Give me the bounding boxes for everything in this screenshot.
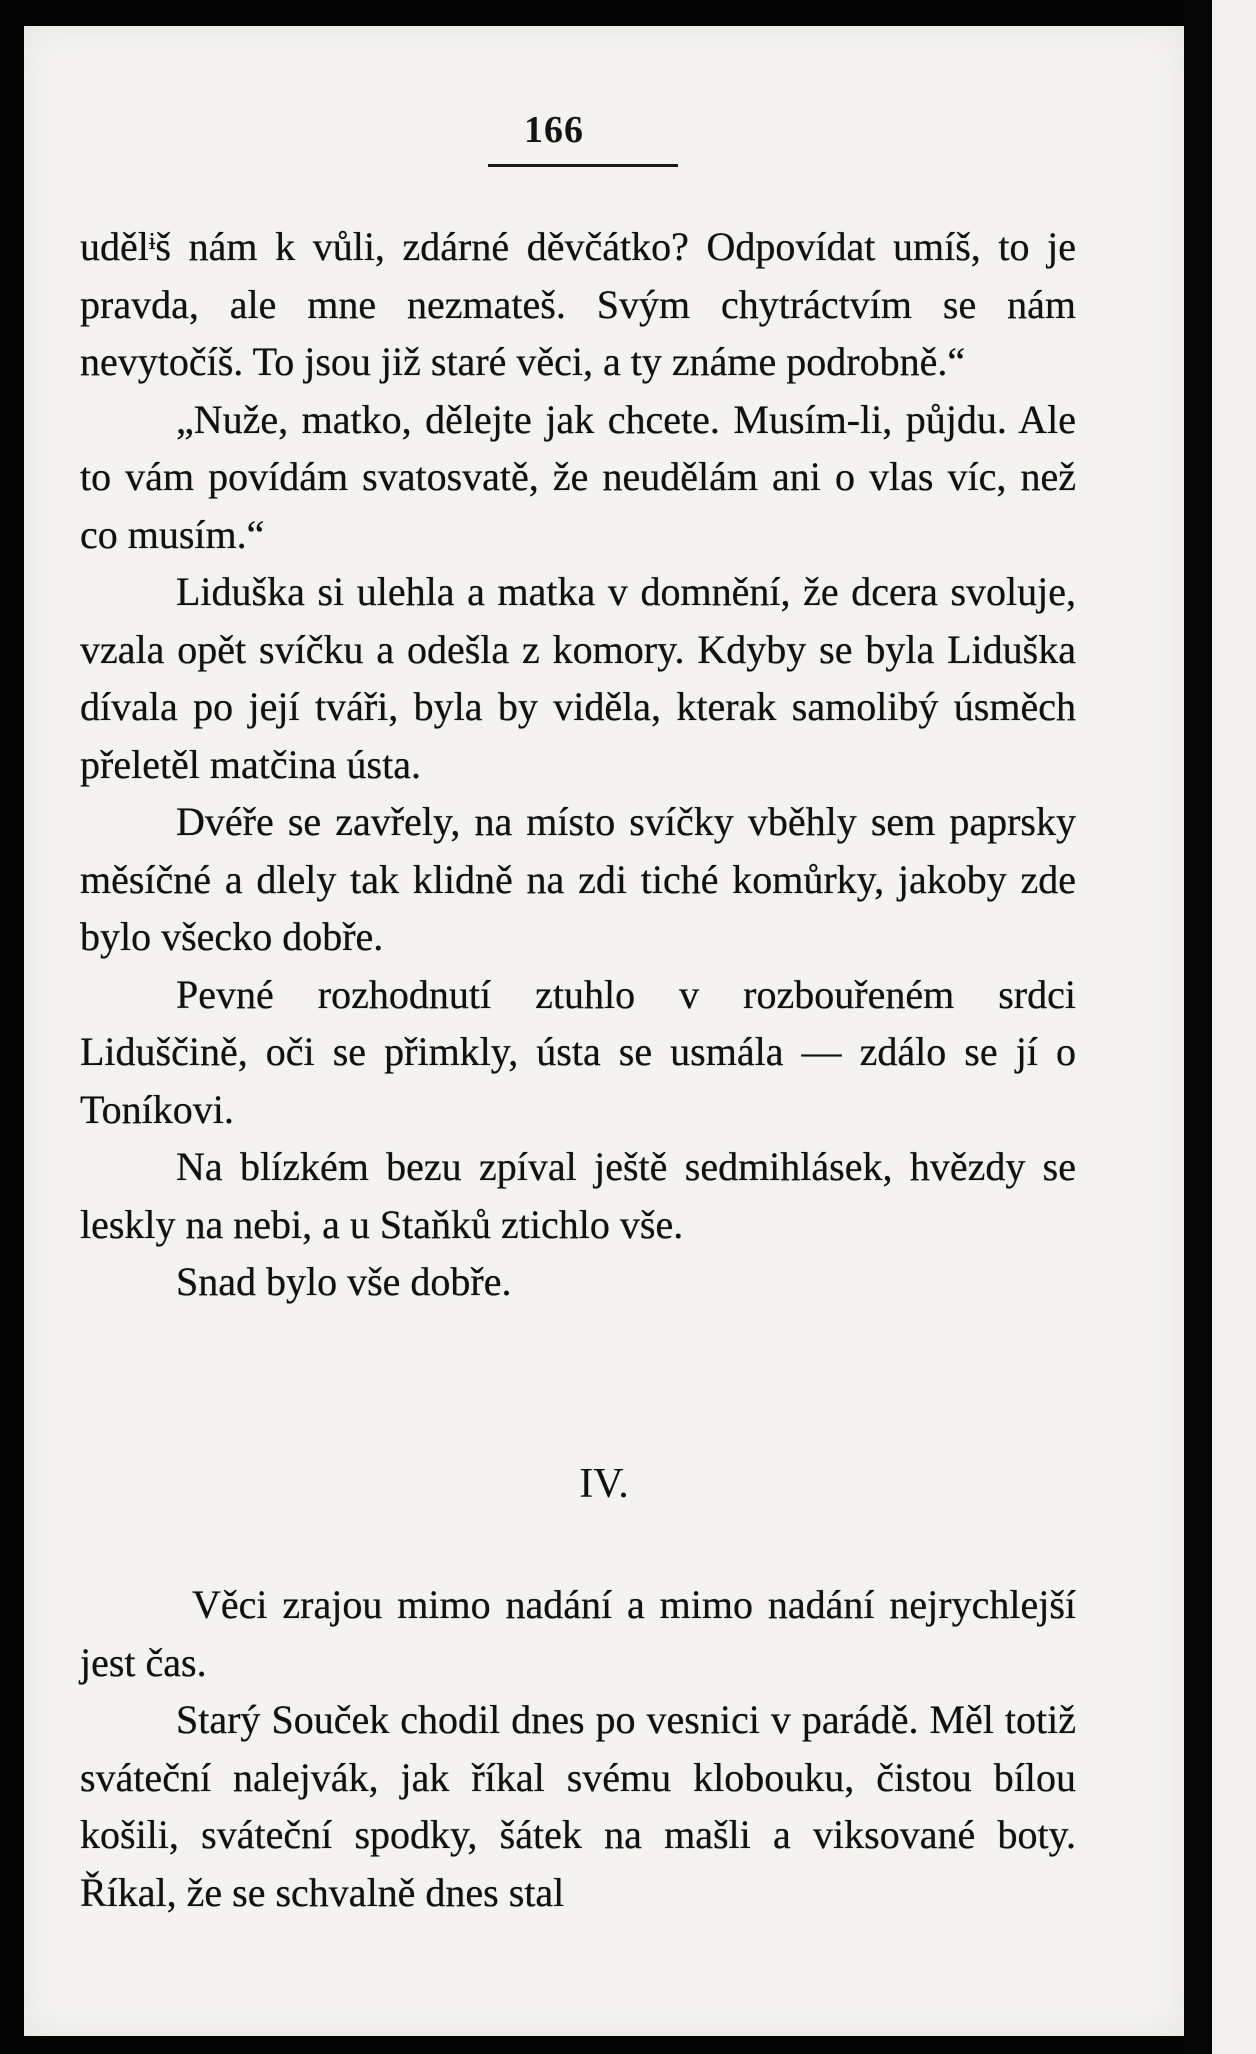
paragraph: Dvéře se zavřely, na místo svíčky vběhly sem paprsky měsíčné a dlely tak klidně na zdi tiché komůrky, jakoby zde bylo všecko dobře.	[80, 799, 1076, 959]
page-number: 166	[524, 109, 584, 151]
chapter-heading: IV.	[579, 1461, 629, 1507]
paragraph: Liduška si ulehla a matka v domnění, že dcera svoluje, vzala opět svíčku a odešla z komory. Kdyby se byla Liduška dívala po její tváři, byla by viděla, kterak samolibý úsměch přeletěl matčina ústa.	[80, 569, 1076, 787]
body-text-upper	[80, 218, 1076, 1311]
book-page	[24, 26, 1184, 2036]
paragraph: Na blízkém bezu zpíval ještě sedmihlásek, hvězdy se leskly na nebi, a u Staňků ztichlo vše.	[80, 1144, 1076, 1247]
adjacent-page-edge	[1212, 0, 1256, 2054]
paragraph: Snad bylo vše dobře.	[176, 1259, 512, 1304]
body-text-lower	[80, 1576, 1076, 1921]
page-number-rule	[488, 164, 678, 167]
paragraph: udělᶤš nám k vůli, zdárné děvčátko? Odpovídat umíš, to je pravda, ale mne nezmateš. Svým chytráctvím se nám nevytočíš. To jsou již staré věci, a ty známe podrobně.“	[80, 224, 1076, 384]
paragraph: Věci zrajou mimo nadání a mimo nadání nejrychlejší jest čas.	[80, 1582, 1076, 1685]
paragraph: Starý Souček chodil dnes po vesnici v parádě. Měl totiž sváteční nalejvák, jak říkal svému klobouku, čistou bílou košili, sváteční spodky, šátek na mašli a viksované boty. Říkal, že se schvalně dnes stal	[80, 1697, 1076, 1915]
paragraph: „Nuže, matko, dělejte jak chcete. Musím-li, půjdu. Ale to vám povídám svatosvatě, že neudělám ani o vlas víc, než co musím.“	[80, 396, 1076, 557]
page-gutter	[1190, 0, 1212, 2054]
paragraph: Pevné rozhodnutí ztuhlo v rozbouřeném srdci Liduščině, oči se přimkly, ústa se usmála — zdálo se jí o Toníkovi.	[80, 971, 1076, 1132]
